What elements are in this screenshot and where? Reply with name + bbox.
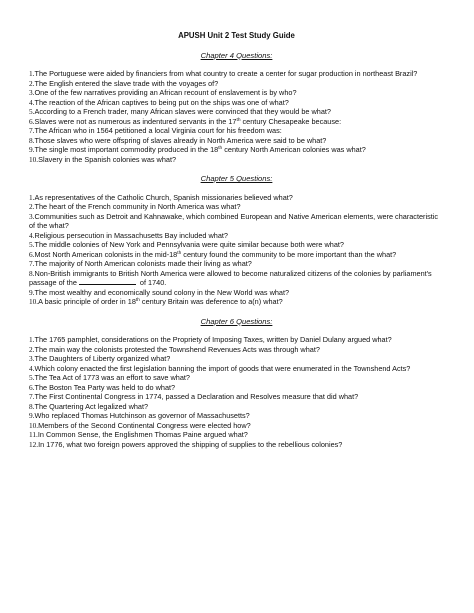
question-text: The Tea Act of 1773 was an effort to save what? <box>34 373 190 382</box>
question-number: 6. <box>29 249 35 259</box>
question-number: 10. <box>29 420 39 430</box>
question-item <box>29 69 444 79</box>
question-item <box>29 202 444 212</box>
question-text: The single most important commodity produced in the 18 <box>34 145 219 154</box>
question-item <box>29 297 444 307</box>
question-number: 10. <box>29 154 39 164</box>
question-text: A basic principle of order in 18 <box>38 297 136 306</box>
question-item <box>29 98 444 108</box>
question-number: 2. <box>29 344 35 354</box>
question-text: The English entered the slave trade with the voyages of? <box>34 78 219 88</box>
question-text: The Daughters of Liberty organized what? <box>34 354 171 363</box>
question-item <box>29 136 444 146</box>
question-number: 9. <box>29 411 35 420</box>
question-list <box>29 69 444 164</box>
question-number: 11. <box>29 430 38 439</box>
question-item <box>29 88 444 98</box>
question-item <box>29 364 444 374</box>
ordinal-suffix: th <box>177 250 182 256</box>
chapter-heading: Chapter 6 Questions: <box>200 316 273 326</box>
question-number: 7. <box>29 126 35 135</box>
question-number: 1. <box>29 69 35 78</box>
question-number: 8. <box>29 135 35 145</box>
question-text: Who replaced Thomas Hutchinson as governor of Massachusetts? <box>34 411 250 420</box>
question-text: The main way the colonists protested the Townshend Revenues Acts was through what? <box>34 344 320 354</box>
question-number: 1. <box>29 192 35 202</box>
question-number: 4. <box>29 363 35 373</box>
question-item <box>29 430 444 440</box>
chapter-section <box>29 174 444 307</box>
question-text-continued: century Chesapeake because: <box>240 116 342 126</box>
question-text: Members of the Second Continental Congress were elected how? <box>38 420 251 430</box>
question-number: 9. <box>29 145 35 154</box>
question-item <box>29 145 444 155</box>
question-item <box>29 373 444 383</box>
ordinal-suffix: th <box>135 298 140 303</box>
question-item <box>29 440 444 450</box>
question-text: Which colony enacted the first legislation banning the import of goods that were enumerated in the Townshend Acts? <box>34 363 411 373</box>
question-item <box>29 250 444 260</box>
question-number: 5. <box>29 373 35 382</box>
question-item <box>29 212 444 231</box>
question-text-continued: century found the community to be more important than the what? <box>181 249 397 259</box>
question-number: 6. <box>29 382 35 392</box>
question-number: 3. <box>29 88 35 97</box>
question-item <box>29 193 444 203</box>
chapter-section <box>29 317 444 450</box>
question-text: As representatives of the Catholic Church, Spanish missionaries believed what? <box>34 192 293 202</box>
question-list <box>29 193 444 307</box>
question-text: The middle colonies of New York and Pennsylvania were quite similar because both were what? <box>34 240 344 249</box>
chapter-heading: Chapter 4 Questions: <box>200 50 273 60</box>
question-item <box>29 411 444 421</box>
question-item <box>29 240 444 250</box>
question-number: 8. <box>29 268 35 278</box>
question-text: Slaves were not as numerous as indentured servants in the 17 <box>34 116 237 126</box>
question-text: The majority of North American colonists made their living as what? <box>34 259 252 268</box>
question-item <box>29 335 444 345</box>
question-item <box>29 402 444 412</box>
question-text: The most wealthy and economically sound colony in the New World was what? <box>34 287 290 297</box>
question-number: 1. <box>29 335 35 344</box>
question-text: Slavery in the Spanish colonies was what? <box>38 154 177 164</box>
question-item <box>29 345 444 355</box>
question-number: 5. <box>29 240 35 249</box>
question-text-continued: of 1740. <box>137 278 167 287</box>
question-text-continued: century Britain was deference to a(n) what? <box>139 297 283 306</box>
question-text: Those slaves who were offspring of slaves already in North America were said to be what? <box>34 135 327 145</box>
question-text: The Boston Tea Party was held to do what? <box>34 382 176 392</box>
question-text: The Quartering Act legalized what? <box>34 401 149 411</box>
page-title: APUSH Unit 2 Test Study Guide <box>178 31 295 40</box>
question-item <box>29 288 444 298</box>
question-item <box>29 117 444 127</box>
question-number: 9. <box>29 287 35 297</box>
question-text: Communities such as Detroit and Kahnawake, which combined European and Native American elements, were characteristic of the what? <box>29 211 439 230</box>
chapter-heading: Chapter 5 Questions: <box>200 174 273 183</box>
sections-container <box>29 51 444 450</box>
question-item <box>29 259 444 269</box>
question-text: According to a French trader, many African slaves were convinced that they would be what? <box>34 107 331 116</box>
question-item <box>29 107 444 117</box>
question-text-continued: century North American colonies was what? <box>222 145 366 154</box>
question-text: One of the few narratives providing an African recount of enslavement is by who? <box>34 88 297 97</box>
question-number: 4. <box>29 97 35 107</box>
ordinal-suffix: th <box>218 146 223 151</box>
question-item <box>29 231 444 241</box>
question-number: 10. <box>29 297 39 306</box>
question-number: 3. <box>29 354 35 363</box>
question-item <box>29 354 444 364</box>
question-number: 5. <box>29 107 35 116</box>
question-number: 4. <box>29 230 35 240</box>
question-item <box>29 421 444 431</box>
question-number: 2. <box>29 78 35 88</box>
question-text: Religious persecution in Massachusetts Bay included what? <box>34 230 228 240</box>
question-item <box>29 155 444 165</box>
ordinal-suffix: th <box>236 117 241 123</box>
question-number: 7. <box>29 392 35 401</box>
question-number: 3. <box>29 211 35 221</box>
question-number: 7. <box>29 259 35 268</box>
question-text: The reaction of the African captives to being put on the ships was one of what? <box>34 97 289 107</box>
question-number: 8. <box>29 401 35 411</box>
question-text: The African who in 1564 petitioned a local Virginia court for his freedom was: <box>34 126 282 135</box>
question-item <box>29 126 444 136</box>
question-item <box>29 79 444 89</box>
question-text: The Portuguese were aided by financiers from what country to create a center for sugar production in northeast Brazil? <box>34 69 418 78</box>
question-text: The heart of the French community in North America was what? <box>34 202 241 211</box>
question-text: In Common Sense, the Englishmen Thomas Paine argued what? <box>37 430 248 439</box>
question-item <box>29 269 444 288</box>
question-item <box>29 392 444 402</box>
question-item <box>29 383 444 393</box>
question-number: 2. <box>29 202 35 211</box>
question-text: The 1765 pamphlet, considerations on the Propriety of Imposing Taxes, written by Daniel Dulany argued what? <box>34 335 392 344</box>
chapter-section <box>29 51 444 165</box>
fill-in-blank <box>79 278 136 285</box>
question-number: 12. <box>29 439 39 449</box>
question-text: Most North American colonists in the mid-18 <box>34 249 178 259</box>
question-text: The First Continental Congress in 1774, passed a Declaration and Resolves measure that did what? <box>34 392 359 401</box>
question-number: 6. <box>29 116 35 126</box>
question-text: In 1776, what two foreign powers approved the shipping of supplies to the rebellious colonies? <box>38 439 343 449</box>
question-list <box>29 335 444 449</box>
question-text: Non-British immigrants to British North America were allowed to become naturalized citizens of the colonies by parliament's passage of the <box>29 268 432 287</box>
